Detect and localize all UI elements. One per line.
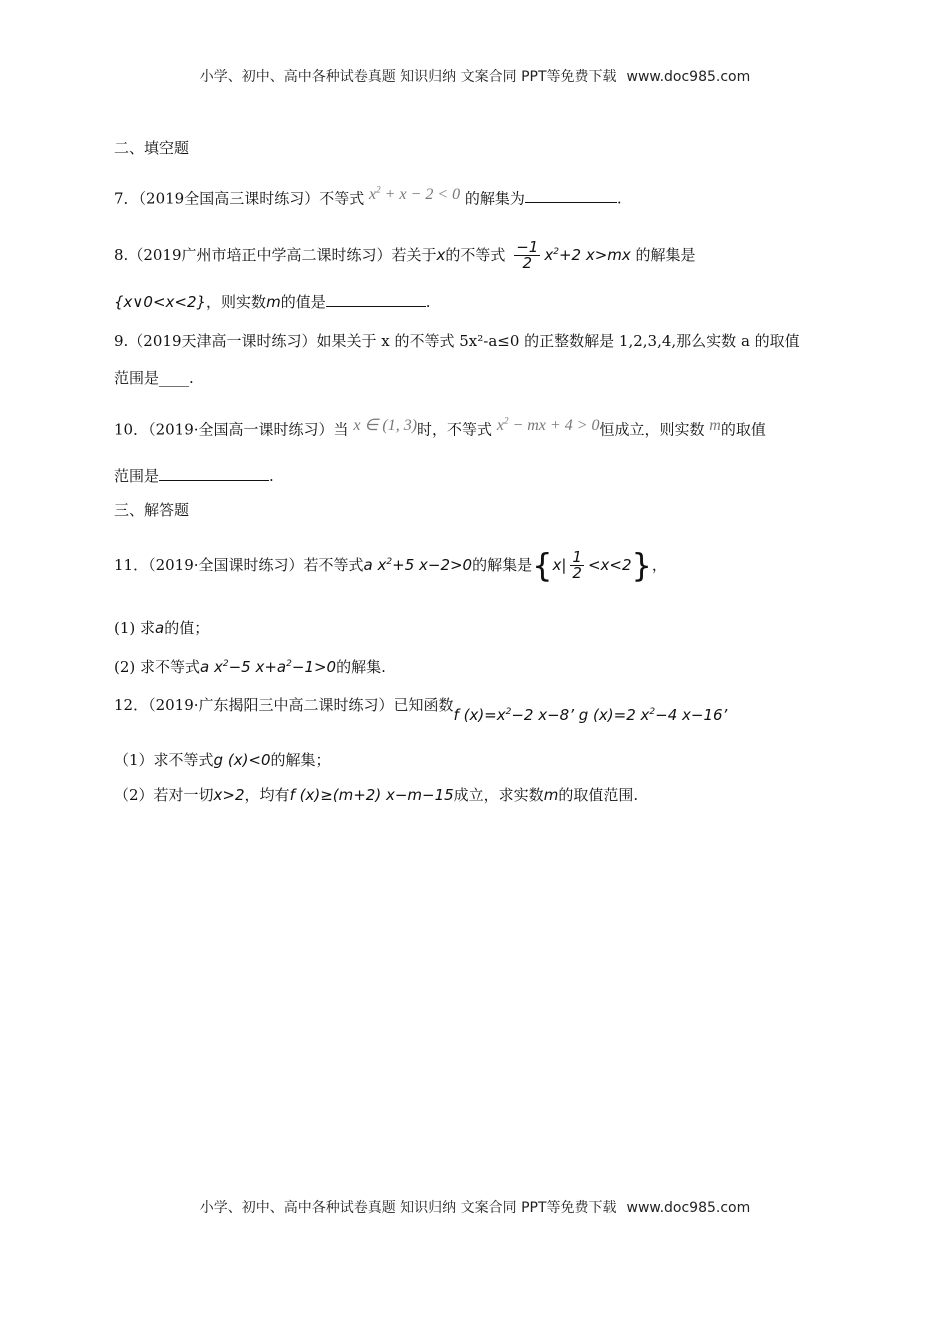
section-fill-blank: 二、填空题: [114, 139, 190, 157]
q7-blank[interactable]: [525, 188, 617, 203]
q12-part2-inequality: f (x)≥(m+2) x−m−15: [289, 786, 454, 804]
q11-inequality: a $x^2+5$ x−2>0: [363, 556, 473, 574]
question-12-part1: （1）求不等式g (x)<0的解集；: [114, 751, 331, 769]
question-12: 12．（2019·广东揭阳三中高二课时练习）已知函数f $(x)=x^2-2$ x−8’ g (x)=2 $x^2-4$ x−16’: [114, 696, 728, 724]
header-text: 小学、初中、高中各种试卷真题 知识归纳 文案合同 PPT等免费下载: [199, 69, 617, 85]
question-8-line2: {x∨0<x<2}，则实数m的值是 .: [114, 293, 431, 311]
q11-solution-set: {x| $\frac{1}{2}$ <x<2}: [532, 546, 652, 585]
q11-part2-inequality: a $x^2-5$ $x+a^2-1>0$: [200, 658, 337, 676]
q12-functions: f $(x)=x^2-2$ x−8’ g (x)=2 $x^2-4$ x−16’: [453, 706, 728, 724]
question-12-part2: （2）若对一切x>2，均有f (x)≥(m+2) x−m−15成立，求实数m的取值范围.: [114, 786, 639, 804]
footer-url[interactable]: www.doc985.com: [626, 1200, 751, 1216]
page-footer: [0, 1197, 950, 1217]
question-11: 11．（2019·全国课时练习）若不等式a $x^2+5$ x−2>0的解集是{x| $\frac{1}{2}$ <x<2}，: [114, 546, 667, 585]
q8-blank[interactable]: [326, 292, 426, 307]
q8-solution-set: {x∨0<x<2}: [114, 293, 207, 311]
q7-inequality: $x^2 + x - 2 < 0$: [369, 185, 461, 204]
page-header: [0, 66, 950, 86]
q12-part1-inequality: g (x)<0: [213, 751, 271, 769]
question-11-part2: (2) 求不等式a $x^2-5$ $x+a^2-1>0$的解集.: [114, 658, 386, 676]
question-10: 10．（2019·全国高一课时练习）当 x ∈ (1, 3)时，不等式 $x^2$ − mx + 4 > 0恒成立，则实数 m的取值: [114, 416, 766, 439]
header-url[interactable]: www.doc985.com: [626, 69, 751, 85]
q10-interval: x ∈ (1, 3): [353, 417, 418, 435]
question-11-part1: (1) 求a的值；: [114, 619, 210, 637]
question-9: 9.（2019天津高一课时练习）如果关于 x 的不等式 5x²-a≤0 的正整数解是 1,2,3,4,那么实数 a 的取值: [114, 332, 800, 350]
q8-inequality: $\frac{-1}{2}$ $x^2+2$ x>mx: [516, 238, 631, 272]
section-solve: 三、解答题: [114, 501, 190, 519]
question-10-line2: 范围是 .: [114, 467, 274, 485]
question-9-line2: 范围是____.: [114, 369, 194, 387]
question-7: 7．（2019全国高三课时练习）不等式 $x^2 + x - 2 < 0$ 的解集为 .: [114, 185, 622, 208]
footer-text: 小学、初中、高中各种试卷真题 知识归纳 文案合同 PPT等免费下载: [199, 1200, 617, 1216]
q10-inequality: $x^2$ − mx + 4 > 0: [496, 416, 600, 435]
question-8: 8.（2019广州市培正中学高二课时练习）若关于x的不等式 $\frac{-1}{2}$ $x^2+2$ x>mx 的解集是: [114, 238, 696, 272]
q10-blank[interactable]: [159, 466, 269, 481]
